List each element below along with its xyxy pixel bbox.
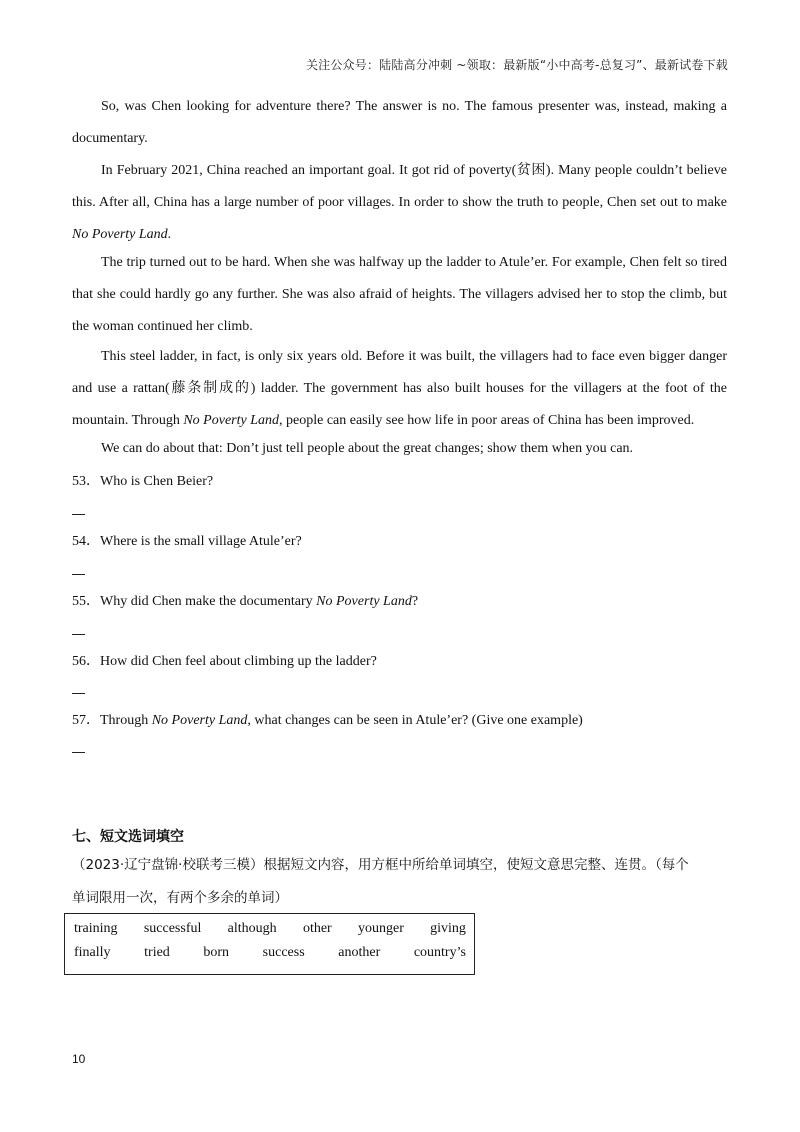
word-bank-word: giving [430,921,466,936]
question-text: Why did Chen make the documentary [100,594,317,609]
page-number: 10 [72,1052,86,1066]
paragraph-text: , people can easily see how life in poor areas of China has been improved. [279,413,695,428]
page-header: 关注公众号：陆陆高分冲刺 ~领取：最新版“小中高考-总复习”、最新试卷下载 [305,58,728,72]
passage-paragraph-1 [72,91,727,155]
paragraph-text: So, was Chen looking for adventure there? The answer is no. The famous presenter was, instead, making a documentary. [72,99,727,146]
word-bank-word: successful [143,921,202,936]
question-54 [72,530,302,550]
word-bank-word: training [74,921,118,936]
question-number: 54． [72,534,100,549]
question-number: 55． [72,594,100,609]
word-bank-row-1 [74,921,466,941]
paragraph-text: In February 2021, China reached an important goal. It got rid of poverty(贫困). Many people couldn’t believe this. After all, China has a large number of poor villages. In order to show the truth to people, Chen set out to make [72,163,727,210]
question-text: Who is Chen Beier? [100,474,214,489]
word-bank-box [64,913,475,975]
word-bank-word: another [338,945,381,960]
question-55 [72,590,418,610]
paragraph-text: The trip turned out to be hard. When she was halfway up the ladder to Atule’er. For example, Chen felt so tired that she could hardly go any further. She was also afraid of heights. The villagers advised her to stop the climb, but the woman continued her climb. [72,255,727,334]
word-bank-word: although [227,921,277,936]
word-bank-word: born [203,945,230,960]
section-instruction-line-1: （2023·辽宁盘锦·校联考三模）根据短文内容，用方框中所给单词填空，使短文意思完整、连贯。（每个 [72,857,689,873]
answer-blank-57[interactable] [72,752,85,753]
section-title: 七、短文选词填空 [72,829,184,845]
documentary-title: No Poverty Land [316,594,412,609]
answer-blank-56[interactable] [72,693,85,694]
passage-paragraph-2 [72,155,727,251]
question-53 [72,470,213,490]
documentary-title: No Poverty Land [183,413,279,428]
question-text: Where is the small village Atule’er? [100,534,302,549]
word-bank-word: younger [357,921,404,936]
word-bank-word: country’s [413,945,466,960]
answer-blank-54[interactable] [72,574,85,575]
passage-paragraph-4 [72,341,727,437]
question-57 [72,709,583,729]
documentary-title: No Poverty Land, [151,713,251,728]
paragraph-text: This steel ladder, in fact, is only six years old. Before it was built, the villagers had to face even bigger danger and use a rattan(藤条制成的) ladder. The government has also built houses for the villagers at the foot of the mountain. Through [72,349,727,428]
paragraph-text: We can do about that: Don’t just tell people about the great changes; show them when you can. [101,441,634,456]
paragraph-text: . [167,227,172,242]
passage-paragraph-5 [72,433,727,465]
question-number: 57． [72,713,100,728]
documentary-title: No Poverty Land [72,227,168,242]
question-56 [72,650,377,670]
passage-paragraph-3 [72,247,727,343]
question-text: How did Chen feel about climbing up the ladder? [100,654,377,669]
word-bank-word: tried [144,945,170,960]
question-text: what changes can be seen in Atule’er? (Give one example) [250,713,583,728]
question-number: 53． [72,474,100,489]
section-instruction-line-2: 单词限用一次，有两个多余的单词） [72,890,288,906]
answer-blank-53[interactable] [72,514,85,515]
word-bank-row-2 [74,945,466,965]
answer-blank-55[interactable] [72,634,85,635]
word-bank-word: finally [74,945,111,960]
word-bank-word: other [302,921,332,936]
word-bank-word: success [262,945,305,960]
question-number: 56． [72,654,100,669]
question-text: Through [100,713,152,728]
question-text: ? [411,594,419,609]
